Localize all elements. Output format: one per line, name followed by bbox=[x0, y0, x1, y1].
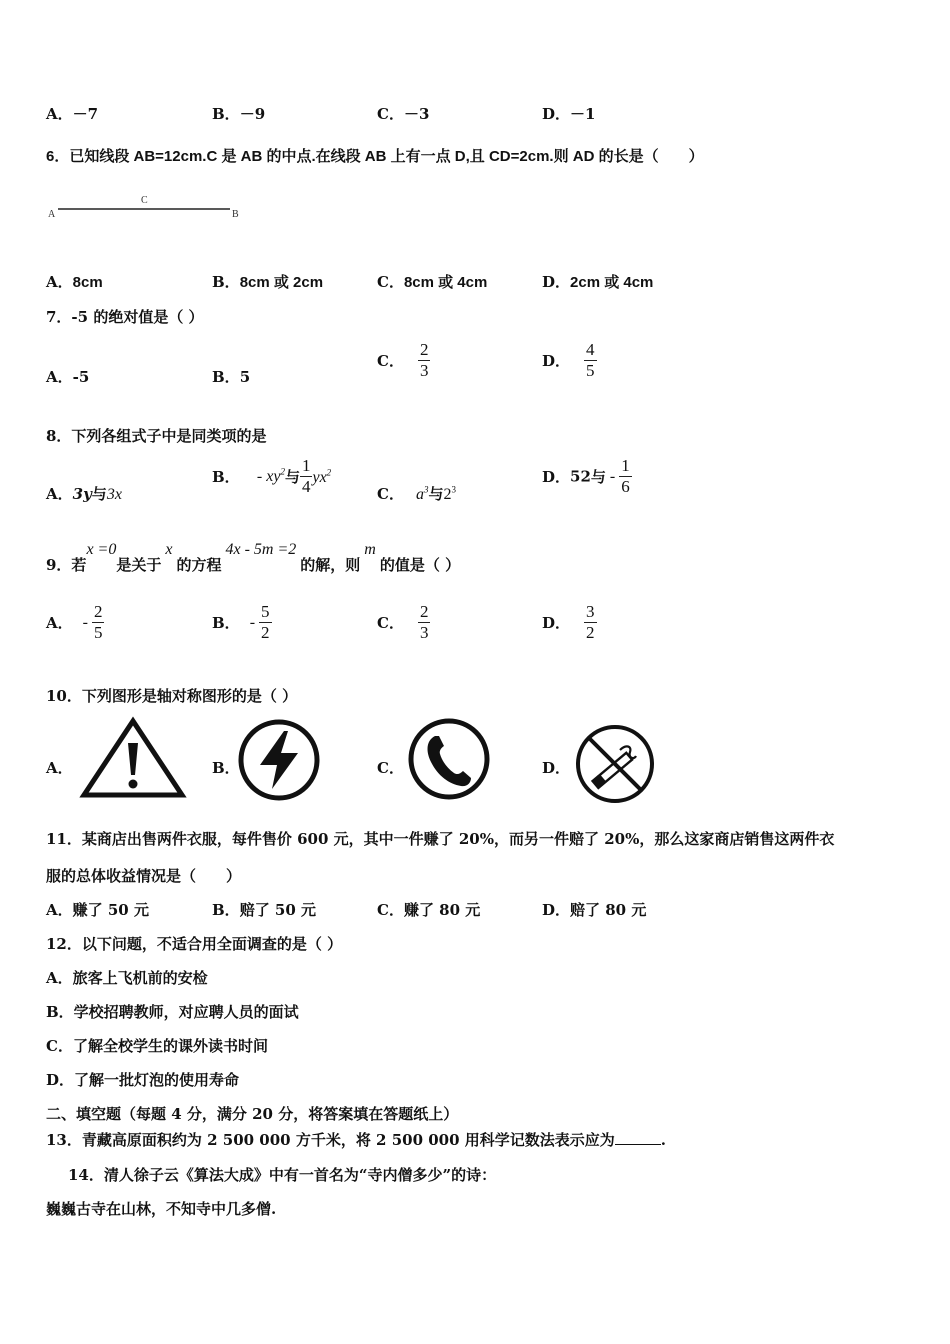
numerator: 3 bbox=[586, 602, 595, 621]
option-label: A． bbox=[46, 901, 73, 919]
numerator: 1 bbox=[301, 456, 311, 475]
equation: x =0 bbox=[86, 541, 117, 558]
option-label: D． bbox=[542, 273, 571, 291]
stem-text: 的值是（ ） bbox=[379, 556, 461, 574]
term: 52 bbox=[570, 467, 591, 486]
option-text: －3 bbox=[403, 105, 430, 123]
option-label: D． bbox=[542, 352, 571, 370]
denominator: 2 bbox=[261, 623, 270, 642]
fraction bbox=[259, 602, 272, 643]
option-text: -5 bbox=[72, 368, 90, 386]
denominator: 6 bbox=[621, 477, 630, 496]
q10-stem: 10．下列图形是轴对称图形的是（ ） bbox=[46, 687, 298, 705]
option-label: D． bbox=[542, 468, 571, 486]
option-label: A． bbox=[46, 368, 73, 386]
q5-option-a bbox=[46, 103, 98, 124]
point-c-label: C bbox=[141, 195, 148, 206]
q12-stem: 12．以下问题，不适合用全面调查的是（ ） bbox=[46, 935, 343, 953]
option-text: 赚了 50 元 bbox=[72, 901, 149, 919]
point-b-label: B bbox=[232, 209, 239, 220]
q8-option-c bbox=[377, 483, 456, 504]
q5-option-c bbox=[377, 103, 429, 124]
stem-text: 9．若 bbox=[46, 556, 87, 574]
exponent: 2 bbox=[280, 466, 285, 477]
q11-option-b bbox=[212, 899, 316, 920]
option-label: B． bbox=[212, 368, 240, 386]
expression: 3x bbox=[106, 486, 122, 503]
option-text: 8cm bbox=[72, 274, 103, 291]
q13-stem bbox=[46, 1129, 666, 1150]
q14-stem: 14．清人徐子云《算法大成》中有一首名为“寺内僧多少”的诗： bbox=[68, 1166, 497, 1184]
connector: 与 bbox=[91, 485, 107, 503]
stem-text: . bbox=[660, 1131, 667, 1149]
equation: 4x - 5m =2 bbox=[225, 541, 297, 558]
section-heading: 二、填空题（每题 4 分，满分 20 分，将答案填在答题纸上） bbox=[46, 1105, 459, 1123]
option-label: B． bbox=[212, 614, 240, 632]
phone-circle-icon bbox=[405, 716, 493, 802]
q11-option-c bbox=[377, 899, 480, 920]
stem-text: 的解，则 bbox=[300, 556, 361, 574]
stem-text: 的方程 bbox=[176, 556, 222, 574]
q9-stem bbox=[46, 541, 461, 574]
option-text: 8cm 或 2cm bbox=[239, 274, 324, 291]
option-label: A． bbox=[46, 614, 73, 632]
stem-text: 是关于 bbox=[116, 556, 162, 574]
option-text: －1 bbox=[570, 105, 596, 123]
q9-option-c bbox=[377, 602, 430, 643]
option-label: C． bbox=[377, 105, 404, 123]
q10-option-c-label: C． bbox=[377, 759, 404, 777]
option-label: B． bbox=[212, 901, 240, 919]
numerator: 2 bbox=[419, 340, 429, 359]
q12-option-a: A．旅客上飞机前的安检 bbox=[46, 969, 208, 987]
option-label: D． bbox=[542, 614, 571, 632]
option-text: －7 bbox=[72, 105, 99, 123]
exponent: 2 bbox=[326, 468, 332, 478]
connector: 与 bbox=[428, 485, 444, 503]
expression: 3y bbox=[72, 485, 92, 503]
point-a-label: A bbox=[48, 209, 56, 220]
q8-option-b bbox=[212, 456, 331, 497]
option-label: C． bbox=[377, 352, 404, 370]
q5-option-d bbox=[542, 103, 595, 124]
q9-option-a bbox=[46, 602, 104, 643]
connector: 与 bbox=[590, 468, 606, 486]
option-label: A． bbox=[46, 105, 73, 123]
q9-option-d bbox=[542, 602, 597, 643]
warning-triangle-icon bbox=[78, 715, 188, 801]
numerator: 1 bbox=[621, 456, 630, 475]
option-text: 5 bbox=[239, 368, 251, 386]
q10-option-b-label: B． bbox=[212, 759, 240, 777]
fraction bbox=[92, 602, 105, 643]
expression bbox=[416, 486, 429, 503]
lightning-circle-icon bbox=[236, 717, 322, 803]
q8-option-d bbox=[542, 456, 632, 497]
option-text: 8cm 或 4cm bbox=[403, 274, 488, 291]
option-label: C． bbox=[377, 901, 404, 919]
fraction bbox=[584, 340, 597, 381]
q7-option-a bbox=[46, 366, 89, 387]
numerator: 5 bbox=[261, 602, 270, 621]
option-label: D． bbox=[542, 105, 571, 123]
denominator: 2 bbox=[586, 623, 595, 642]
fraction bbox=[300, 456, 313, 497]
option-text: 赔了 50 元 bbox=[239, 901, 317, 919]
minus-sign: - bbox=[249, 613, 256, 631]
q8-option-a bbox=[46, 483, 122, 504]
option-label: C． bbox=[377, 614, 404, 632]
variable: m bbox=[364, 541, 376, 558]
q14-poem-line: 巍巍古寺在山林，不知寺中几多僧. bbox=[46, 1200, 277, 1218]
exponent: 3 bbox=[423, 484, 429, 495]
minus-sign: - bbox=[256, 467, 263, 485]
q11-stem-line1: 11．某商店出售两件衣服，每件售价 600 元，其中一件赚了 20%，而另一件赔了 20%，那么这家商店销售这两件衣 bbox=[46, 830, 835, 848]
term: a bbox=[415, 486, 424, 503]
no-smoking-icon bbox=[572, 722, 658, 806]
numerator: 2 bbox=[93, 602, 103, 621]
option-label: A． bbox=[46, 273, 73, 291]
q5-option-b bbox=[212, 103, 265, 124]
option-label: B． bbox=[212, 273, 240, 291]
q6-option-d bbox=[542, 271, 653, 292]
exponent: 3 bbox=[451, 484, 456, 495]
fraction bbox=[418, 602, 431, 643]
denominator: 3 bbox=[419, 361, 429, 380]
option-text: 2cm 或 4cm bbox=[570, 274, 654, 291]
q8-stem: 8．下列各组式子中是同类项的是 bbox=[46, 427, 267, 445]
q11-option-a bbox=[46, 899, 149, 920]
q7-option-b bbox=[212, 366, 250, 387]
denominator: 3 bbox=[419, 623, 429, 642]
q12-option-c: C．了解全校学生的课外读书时间 bbox=[46, 1037, 268, 1055]
option-label: D． bbox=[542, 901, 571, 919]
denominator: 5 bbox=[93, 623, 103, 642]
option-text: 赔了 80 元 bbox=[570, 901, 647, 919]
fraction bbox=[619, 456, 632, 497]
option-text: 赚了 80 元 bbox=[403, 901, 481, 919]
q11-option-d bbox=[542, 899, 646, 920]
option-label: A． bbox=[46, 485, 73, 503]
term: yx bbox=[312, 469, 327, 487]
numerator: 2 bbox=[419, 602, 429, 621]
fraction bbox=[418, 340, 431, 381]
expression bbox=[312, 469, 331, 486]
term: xy bbox=[266, 468, 281, 486]
denominator: 5 bbox=[586, 361, 595, 380]
q9-option-b bbox=[212, 602, 272, 643]
option-label: B． bbox=[212, 105, 240, 123]
expression bbox=[266, 468, 285, 485]
q6-option-a bbox=[46, 271, 103, 292]
segment-ab-figure bbox=[46, 190, 246, 224]
fraction bbox=[584, 602, 597, 643]
term: 2 bbox=[443, 486, 452, 503]
q6-option-b bbox=[212, 271, 323, 292]
q10-option-a-label: A． bbox=[46, 759, 73, 777]
connector: 与 bbox=[284, 468, 300, 486]
denominator: 4 bbox=[301, 477, 311, 496]
variable: x bbox=[165, 541, 173, 558]
option-label: C． bbox=[377, 273, 404, 291]
q7-option-c bbox=[377, 340, 430, 381]
q12-option-b: B．学校招聘教师，对应聘人员的面试 bbox=[46, 1003, 299, 1021]
numerator: 4 bbox=[586, 340, 595, 359]
option-label: C． bbox=[377, 485, 404, 503]
q10-option-d-label: D． bbox=[542, 759, 571, 777]
q12-option-d: D．了解一批灯泡的使用寿命 bbox=[46, 1071, 240, 1089]
q11-stem-line2: 服的总体收益情况是（ ） bbox=[46, 867, 242, 885]
minus-sign: - bbox=[82, 613, 88, 631]
q7-stem: 7．-5 的绝对值是（ ） bbox=[46, 308, 204, 326]
q6-option-c bbox=[377, 271, 487, 292]
option-label: B． bbox=[212, 468, 240, 486]
stem-text: 13．青藏高原面积约为 2 500 000 方千米，将 2 500 000 用科学记数法表示应为 bbox=[46, 1131, 615, 1149]
expression bbox=[443, 486, 456, 503]
minus-sign: - bbox=[609, 467, 616, 485]
answer-blank bbox=[615, 1130, 661, 1145]
q7-option-d bbox=[542, 340, 597, 381]
option-text: －9 bbox=[239, 105, 266, 123]
q6-stem: 6．已知线段 AB=12cm.C 是 AB 的中点.在线段 AB 上有一点 D,且 CD=2cm.则 AD 的长是（ ） bbox=[46, 148, 704, 165]
